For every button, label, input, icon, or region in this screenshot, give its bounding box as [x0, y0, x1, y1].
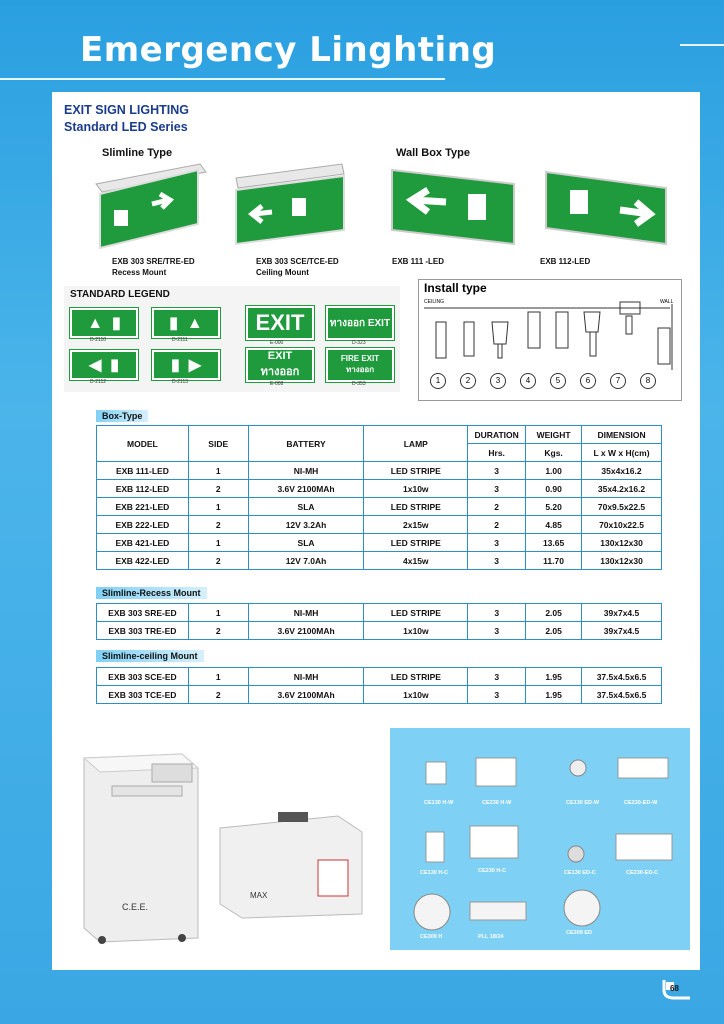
table-cell: 3.6V 2100MAh [248, 480, 364, 498]
legend-sign-exit: EXIT [246, 306, 314, 340]
install-number: 1 [430, 373, 446, 389]
legend-code: D-2112 [90, 379, 107, 385]
table-cell: LED STRIPE [364, 462, 468, 480]
table-row [97, 534, 662, 552]
table-cell: EXB 421-LED [97, 534, 189, 552]
table-cell: 11.70 [526, 552, 582, 570]
unit-brand: MAX [250, 891, 268, 900]
table-cell: 4x15w [364, 552, 468, 570]
install-ceiling-label: CEILING [424, 299, 445, 305]
install-number: 7 [610, 373, 626, 389]
legend-sign-right: ▮ ▶ [152, 350, 220, 380]
table-cell: 12V 3.2Ah [248, 516, 364, 534]
box-type-label: Box-Type [96, 410, 148, 422]
table-cell: LED STRIPE [364, 534, 468, 552]
product-image-ceiling [232, 162, 350, 248]
table-cell: 35x4.2x16.2 [582, 480, 662, 498]
install-number: 8 [640, 373, 656, 389]
table-cell: 1x10w [364, 480, 468, 498]
table-cell: 2 [188, 552, 248, 570]
table-cell: 2x15w [364, 516, 468, 534]
lamp-caption: CE230-ED-W [624, 800, 658, 806]
legend-sign-up-right: ▮ ▲ [152, 308, 220, 338]
table-cell: 3 [468, 534, 526, 552]
recess-mount-body [97, 604, 662, 640]
col-header: DURATION [468, 426, 526, 444]
col-header: WEIGHT [526, 426, 582, 444]
lamp-caption: CE230-ED-C [626, 870, 659, 876]
table-cell: 1 [188, 668, 248, 686]
recess-mount-label: Slimline-Recess Mount [96, 587, 207, 599]
table-cell: 2 [188, 622, 248, 640]
table-cell: 2 [468, 516, 526, 534]
table-row [97, 622, 662, 640]
table-row [97, 604, 662, 622]
table-row [97, 552, 662, 570]
table-cell: 3 [468, 552, 526, 570]
inverter-unit-image [218, 808, 364, 920]
section-subtitle: Standard LED Series [64, 120, 188, 134]
table-cell: 3.6V 2100MAh [248, 622, 364, 640]
table-cell: 2 [188, 686, 248, 704]
table-cell: 0.90 [526, 480, 582, 498]
table-cell: EXB 303 TCE-ED [97, 686, 189, 704]
table-cell: 39x7x4.5 [582, 604, 662, 622]
col-header: BATTERY [248, 426, 364, 462]
install-number: 5 [550, 373, 566, 389]
header-rule [0, 78, 445, 80]
central-battery-cabinet-image [82, 752, 200, 944]
table-row [97, 462, 662, 480]
ceiling-mount-body [97, 668, 662, 704]
col-header: SIDE [188, 426, 248, 462]
table-cell: 2 [468, 498, 526, 516]
table-cell: EXB 222-LED [97, 516, 189, 534]
table-cell: 1.00 [526, 462, 582, 480]
table-cell: EXB 112-LED [97, 480, 189, 498]
lamp-caption: CE130 ED-W [566, 800, 600, 806]
lamp-caption: PLL 18/24 [478, 934, 504, 940]
legend-code: D-353 [352, 381, 366, 387]
product-image-exb111 [388, 166, 518, 248]
table-cell: 2.05 [526, 604, 582, 622]
table-cell: SLA [248, 498, 364, 516]
table-cell: 2 [188, 516, 248, 534]
table-cell: 3 [468, 462, 526, 480]
lamp-caption: CE309 H [420, 934, 443, 940]
unit-header: L x W x H(cm) [582, 444, 662, 462]
product-image-recess [90, 162, 210, 252]
install-wall-label: WALL [660, 299, 674, 305]
legend-code: E-000 [270, 340, 284, 346]
table-cell: EXB 422-LED [97, 552, 189, 570]
product-caption-3: EXB 111 -LED [392, 257, 445, 266]
page-title: Emergency Linghting [80, 30, 497, 70]
table-cell: 13.65 [526, 534, 582, 552]
install-number: 3 [490, 373, 506, 389]
table-cell: 130x12x30 [582, 552, 662, 570]
product-caption-2: EXB 303 SCE/TCE-ED Ceiling Mount [256, 257, 339, 277]
table-cell: 1 [188, 604, 248, 622]
table-cell: 37.5x4.5x6.5 [582, 686, 662, 704]
table-cell: EXB 111-LED [97, 462, 189, 480]
table-cell: 3 [468, 604, 526, 622]
table-cell: 1x10w [364, 686, 468, 704]
table-cell: 3 [468, 622, 526, 640]
table-cell: 1.95 [526, 686, 582, 704]
wallbox-type-label: Wall Box Type [396, 147, 470, 159]
col-header: LAMP [364, 426, 468, 462]
table-cell: 37.5x4.5x6.5 [582, 668, 662, 686]
table-cell: 3 [468, 480, 526, 498]
legend-sign-up-left: ▲ ▮ [70, 308, 138, 338]
table-cell: EXB 221-LED [97, 498, 189, 516]
page-number: 68 [670, 984, 679, 993]
table-cell: NI-MH [248, 668, 364, 686]
table-cell: 3.6V 2100MAh [248, 686, 364, 704]
table-cell: 2 [188, 480, 248, 498]
legend-code: D-323 [352, 340, 366, 346]
lamp-caption: CE130 H-C [420, 870, 449, 876]
table-cell: 39x7x4.5 [582, 622, 662, 640]
lamp-caption: CE130 H-W [424, 800, 454, 806]
install-number: 6 [580, 373, 596, 389]
legend-code: E-008 [270, 381, 284, 387]
install-type-title: Install type [424, 281, 487, 295]
cabinet-brand: C.E.E. [122, 902, 149, 912]
legend-code: D-2111 [172, 337, 188, 343]
table-row [97, 498, 662, 516]
table-cell: NI-MH [248, 604, 364, 622]
table-cell: 5.20 [526, 498, 582, 516]
recess-mount-table [96, 603, 662, 640]
header-rule-right [680, 44, 724, 46]
table-cell: 4.85 [526, 516, 582, 534]
table-cell: NI-MH [248, 462, 364, 480]
table-cell: 12V 7.0Ah [248, 552, 364, 570]
emergency-lamp-images [410, 750, 680, 940]
install-numbers [430, 373, 656, 389]
col-header: MODEL [97, 426, 189, 462]
table-cell: 1.95 [526, 668, 582, 686]
legend-sign-fire-exit: FIRE EXIT ทางออก [326, 348, 394, 382]
install-number: 4 [520, 373, 536, 389]
table-cell: EXB 303 TRE-ED [97, 622, 189, 640]
table-cell: 1 [188, 534, 248, 552]
product-image-exb112 [542, 168, 670, 248]
col-header: DIMENSION [582, 426, 662, 444]
table-cell: 1 [188, 498, 248, 516]
legend-code: D-2110 [90, 337, 107, 343]
table-cell: 70x10x22.5 [582, 516, 662, 534]
table-cell: LED STRIPE [364, 668, 468, 686]
product-caption-4: EXB 112-LED [540, 257, 591, 266]
table-cell: 2.05 [526, 622, 582, 640]
unit-header: Hrs. [468, 444, 526, 462]
legend-code: D-2113 [172, 379, 189, 385]
unit-header: Kgs. [526, 444, 582, 462]
ceiling-mount-label: Slimline-ceiling Mount [96, 650, 204, 662]
table-cell: 35x4x16.2 [582, 462, 662, 480]
legend-sign-exit-thai-2: EXIT ทางออก [246, 348, 314, 382]
legend-sign-exit-thai: ทางออก EXIT [326, 306, 394, 340]
table-cell: LED STRIPE [364, 498, 468, 516]
table-row [97, 686, 662, 704]
legend-title: STANDARD LEGEND [70, 289, 170, 300]
table-cell: 1 [188, 462, 248, 480]
lamp-caption: CE230 H-C [478, 868, 507, 874]
lamp-caption: CE309 ED [566, 930, 592, 936]
lamp-caption: CE130 ED-C [564, 870, 596, 876]
product-caption-1: EXB 303 SRE/TRE-ED Recess Mount [112, 257, 195, 277]
ceiling-mount-table [96, 667, 662, 704]
table-row [97, 480, 662, 498]
box-type-body [97, 462, 662, 570]
section-title: EXIT SIGN LIGHTING [64, 103, 190, 117]
table-row [97, 516, 662, 534]
table-row [97, 668, 662, 686]
lamp-caption: CE230 H-W [482, 800, 512, 806]
table-cell: 70x9.5x22.5 [582, 498, 662, 516]
table-cell: LED STRIPE [364, 604, 468, 622]
install-number: 2 [460, 373, 476, 389]
slimline-type-label: Slimline Type [102, 147, 173, 159]
table-cell: EXB 303 SRE-ED [97, 604, 189, 622]
table-cell: 1x10w [364, 622, 468, 640]
table-cell: 3 [468, 668, 526, 686]
table-cell: EXB 303 SCE-ED [97, 668, 189, 686]
legend-sign-left: ◀ ▮ [70, 350, 138, 380]
table-cell: 3 [468, 686, 526, 704]
table-cell: SLA [248, 534, 364, 552]
box-type-table [96, 425, 662, 570]
table-cell: 130x12x30 [582, 534, 662, 552]
